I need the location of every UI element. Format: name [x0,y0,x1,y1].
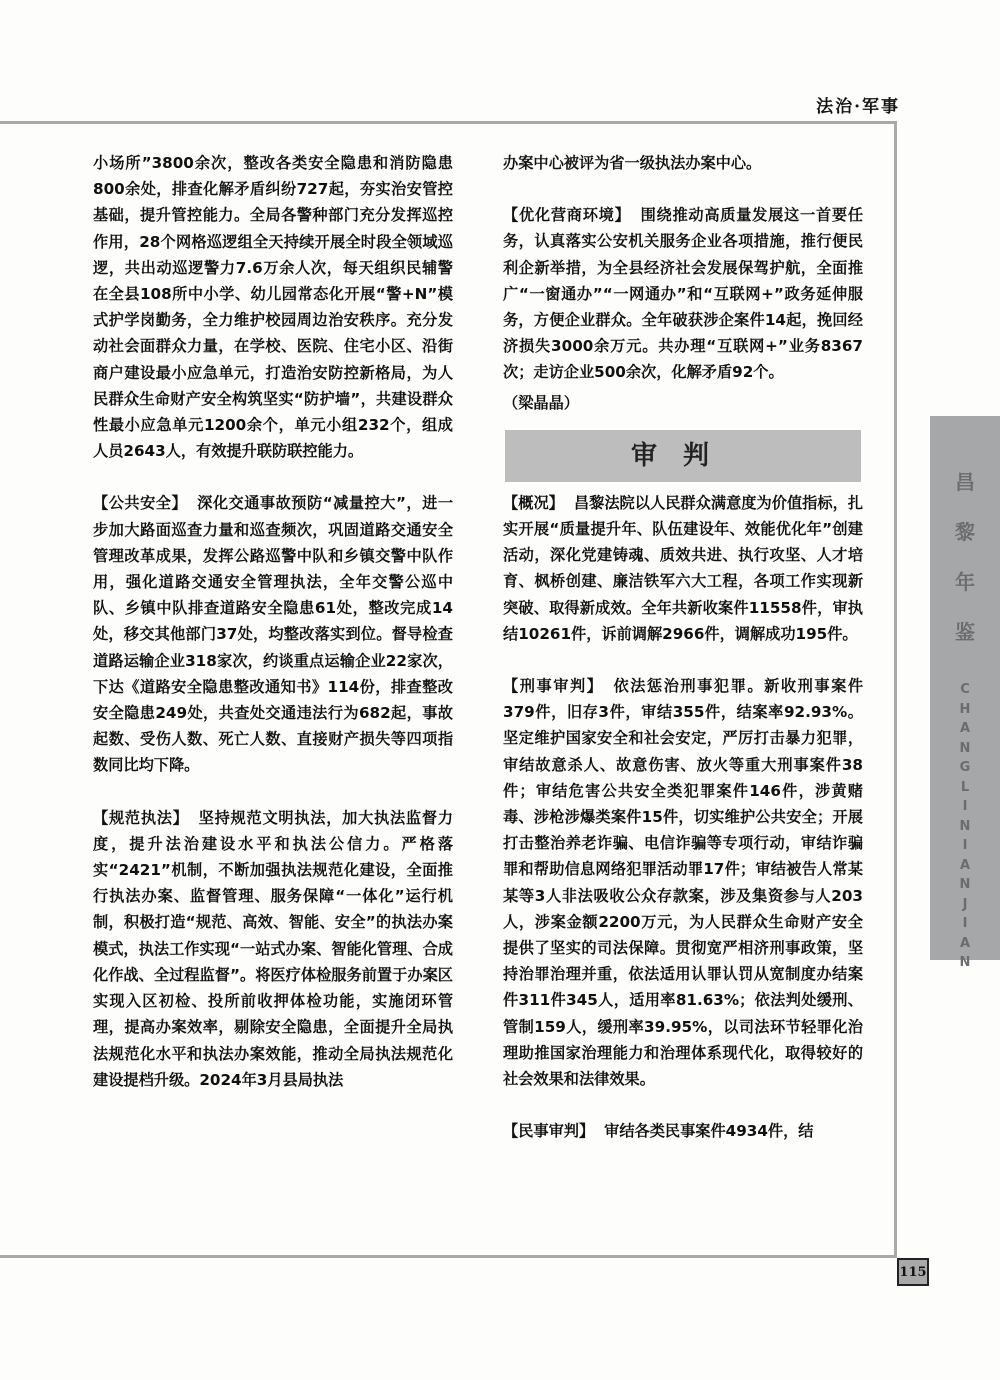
frame-bottom-rule [0,1255,897,1258]
side-tab-chinese-title [955,470,975,670]
side-tab-letter: A [959,935,971,951]
section-title-banner: 审判 [505,430,861,482]
side-tab-letter: J [962,896,968,912]
side-tab-char: 黎 [955,520,975,544]
paragraph-continued [503,150,863,176]
side-tab-letter: C [960,682,970,697]
paragraph-criminal-trial [503,673,863,1092]
paragraph-text: 坚持规范文明执法，加大执法监督力度，提升法治建设水平和执法公信力。严格落实“2421”机制，不断加强执法规范化建设，全面推行执法办案、监督管理、服务保障“一体化”运行机制，积极打造“规范、高效、智能、安全”的执法办案模式，执法工作实现“一站式办案、智能化管理、合成化作战、全过程监督”。将医疗体检服务前置于办案区实现入区初检、投所前收押体检功能，实施闭环管理，提高办案效率，剔除安全隐患，全面提升全局执法规范化水平和执法办案效能，推动全局执法规范化建设提档升级。2024年3月县局执法 [93,808,454,1089]
side-tab-char: 年 [955,570,975,594]
paragraph-heading: 【公共安全】 [93,494,188,513]
side-tab-letter: A [959,857,971,873]
side-tab-char: 鉴 [955,620,975,644]
paragraph-public-safety [93,490,453,778]
side-tab-letter: N [959,818,971,834]
paragraph-text: 办案中心被评为省一级执法办案中心。 [503,154,762,172]
paragraph-continued [93,150,453,464]
paragraph-text: 深化交通事故预防“减量控大”，进一步加大路面巡查力量和巡查频次，巩固道路交通安全管理改革成果，发挥公路巡警中队和乡镇交警中队作用，强化道路交通安全管理执法，全年交警公巡中队、乡镇中队排查道路安全隐患61处，整改完成14处，移交其他部门37处，均整改落实到位。督导检查道路运输企业318家次，约谈重点运输企业22家次，下达《道路安全隐患整改通知书》114份，排查整改安全隐患249处，共查处交通违法行为682起，事故起数、受伤人数、死亡人数、直接财产损失等四项指数同比均下降。 [93,494,454,775]
paragraph-text: 小场所”3800余次，整改各类安全隐患和消防隐患800余处，排查化解矛盾纠纷727起，夯实治安管控基础，提升管控能力。全局各警种部门充分发挥巡控作用，28个网格巡逻组全天持续开展全时段全领域巡逻，共出动巡逻警力7.6万余人次，每天组织民辅警在全县108所中小学、幼儿园常态化开展“警+N”模式护学岗勤务，全力维护校园周边治安秩序。充分发动社会面群众力量，在学校、医院、住宅小区、沿街商户建设最小应急单元，打造治安防控新格局，为人民群众生命财产安全构筑坚实“防护墙”，共建设群众性最小应急单元1200余个，单元小组232个，组成人员2643人，有效提升联防联控能力。 [93,154,453,461]
side-tab-letter: N [959,955,971,970]
side-tab-letter: L [960,779,970,795]
paragraph-heading: 【概况】 [503,493,564,512]
paragraph-overview [503,490,863,647]
paragraph-text: 审结各类民事案件4934件，结 [604,1122,814,1141]
page-number: 115 [897,1258,929,1286]
side-tab-letter: N [959,877,971,892]
side-tab-letter: I [962,799,968,814]
paragraph-business-environment [503,202,863,385]
right-column [503,150,863,1145]
yearbook-side-tab [930,416,1000,970]
running-head: 法治·军事 [816,97,900,117]
paragraph-text: 围绕推动高质量发展这一首要任务，认真落实公安机关服务企业各项措施，推行便民利企新举措，为全县经济社会发展保驾护航，全面推广“一窗通办”“一网通办”和“互联网+”政务延伸服务，方便企业群众。全年破获涉企案件14起，挽回经济损失3000余万元。共办理“互联网+”业务8367次；走访企业500余次，化解矛盾92个。 [503,206,864,382]
paragraph-civil-trial [503,1118,863,1144]
side-tab-letter: A [959,721,971,736]
side-tab-char: 昌 [955,470,975,494]
paragraph-text: 依法惩治刑事犯罪。新收刑事案件379件，旧存3件，审结355件，结案率92.93%。坚定维护国家安全和社会安定，严厉打击暴力犯罪，审结故意杀人、故意伤害、放火等重大刑事案件38件；审结危害公共安全类犯罪案件146件，涉黄赌毒、涉枪涉爆类案件15件，切实维护公共安全；开展打击整治养老诈骗、电信诈骗等专项行动，审结诈骗罪和帮助信息网络犯罪活动罪17件；审结被告人常某某等3人非法吸收公众存款案，涉及集资参与人203人，涉案金额2200万元，为人民群众生命财产安全提供了坚实的司法保障。贯彻宽严相济刑事政策，坚持治罪治理并重，依法适用认罪认罚从宽制度办结案件311件345人，适用率81.63%；依法判处缓刑、管制159人，缓刑率39.95%，以司法环节轻罪化治理助推国家治理能力和治理体系现代化，取得较好的社会效果和法律效果。 [503,677,864,1089]
side-tab-letter: I [962,838,968,853]
paragraph-heading: 【规范执法】 [93,808,189,827]
side-tab-letter: I [962,916,968,931]
author-credit: （梁晶晶） [503,393,579,412]
paragraph-heading: 【民事审判】 [503,1122,595,1141]
side-tab-letter: N [959,740,971,756]
side-tab-letter: H [959,701,971,717]
side-tab-letter: G [959,760,971,775]
paragraph-text: 昌黎法院以人民群众满意度为价值指标，扎实开展“质量提升年、队伍建设年、效能优化年”创建活动，深化党建铸魂、质效共进、执行攻坚、人才培育、枫桥创建、廉洁铁军六大工程，各项工作实现新突破、取得新成效。全年共新收案件11558件，审执结10261件，诉前调解2966件，调解成功195件。 [503,493,863,643]
paragraph-heading: 【刑事审判】 [503,677,604,696]
left-column [93,150,453,1093]
paragraph-standard-law-enforcement [93,805,453,1093]
paragraph-heading: 【优化营商环境】 [503,206,631,225]
frame-top-rule [0,121,897,124]
frame-right-rule [894,121,897,1258]
side-tab-pinyin-title [960,680,971,973]
